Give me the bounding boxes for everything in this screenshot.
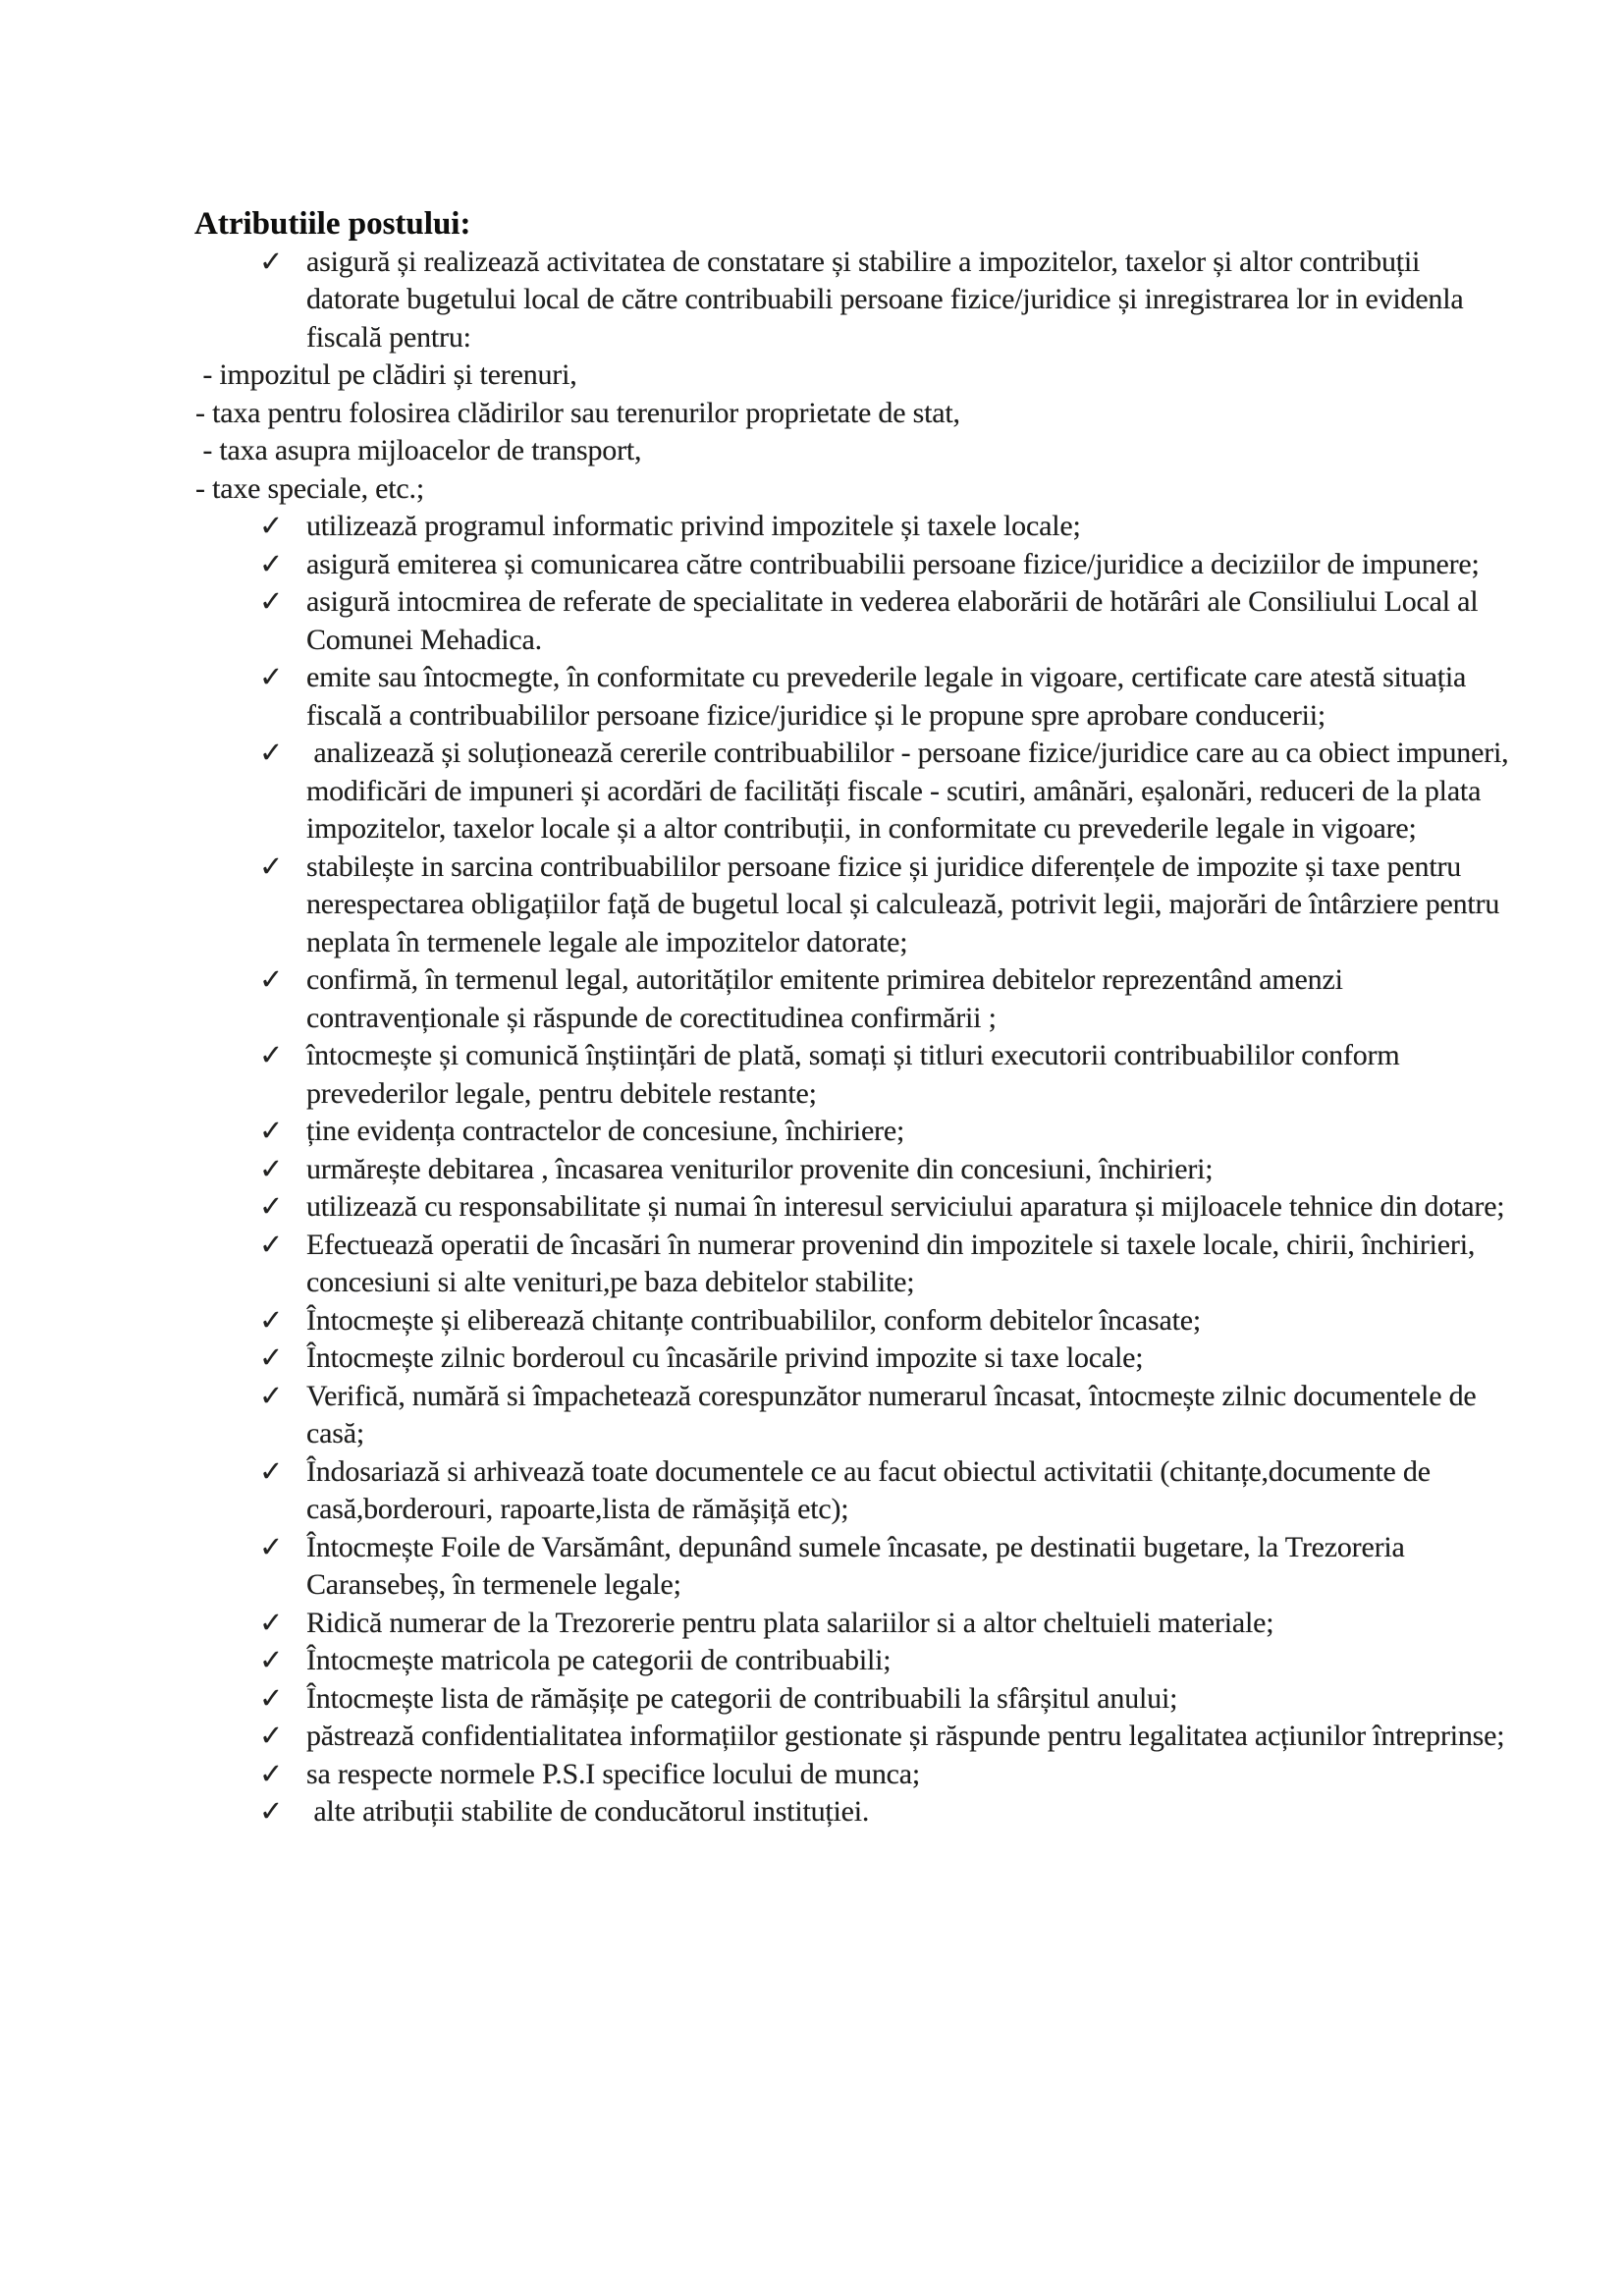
duty-item	[258, 1339, 1509, 1378]
checkmark-icon: ✓	[259, 511, 284, 542]
checkmark-icon: ✓	[259, 964, 284, 996]
duty-text: asigură și realizează activitatea de constatare și stabilire a impozitelor, taxelor și altor contribuții datorate bugetului local de către contribuabili persoane fizice/juridice și inregistrarea lor in evidenla fiscală pentru:	[306, 245, 1471, 354]
checkmark-icon: ✓	[259, 1758, 284, 1790]
checkmark-icon: ✓	[259, 1229, 284, 1261]
duty-text: confirmă, în termenul legal, autorităților emitente primirea debitelor reprezentând amenzi contravenționale și răspunde de corectitudinea confirmării ;	[306, 963, 1351, 1034]
checkmark-icon: ✓	[259, 662, 284, 693]
checkmark-icon: ✓	[259, 586, 284, 618]
checkmark-icon: ✓	[259, 1342, 284, 1374]
duty-text: Verifică, numără si împachetează corespunzător numerarul încasat, întocmește zilnic documentele de casă;	[306, 1379, 1484, 1449]
duty-text: analizează și soluționează cererile contribuabililor - persoane fizice/juridice care au ca obiect impuneri, modificări de impuneri și acordări de facilități fiscale - scutiri, amânări, eșalonări, reduceri de la plata impozitelor, taxelor locale și a altor contribuții, in conformitate cu prevederile legale in vigoare;	[306, 737, 1516, 845]
duty-text: Întocmește lista de rămășițe pe categorii de contribuabili la sfârșitul anului;	[306, 1681, 1178, 1715]
duty-text: Întocmește și eliberează chitanțe contribuabililor, conform debitelor încasate;	[306, 1303, 1201, 1337]
duty-item	[258, 1037, 1509, 1113]
duty-item	[258, 1756, 1509, 1794]
duty-item	[258, 1302, 1509, 1340]
duty-item	[258, 1605, 1509, 1643]
duty-text: păstrează confidentialitatea informațiilor gestionate și răspunde pentru legalitatea acțiunilor întreprinse;	[306, 1720, 1505, 1752]
duties-list	[0, 244, 1623, 1831]
duty-item	[258, 961, 1509, 1037]
checkmark-icon: ✓	[259, 1607, 284, 1639]
tax-subitem: - taxa asupra mijloacelor de transport,	[195, 434, 642, 466]
tax-subitem: - taxa pentru folosirea clădirilor sau terenurilor proprietate de stat,	[195, 396, 960, 429]
checkmark-icon: ✓	[259, 1796, 284, 1828]
duty-text: utilizează programul informatic privind impozitele și taxele locale;	[306, 510, 1081, 542]
checkmark-icon: ✓	[259, 1040, 284, 1071]
duty-item	[258, 1718, 1509, 1756]
duty-text: Întocmește Foile de Varsământ, depunând sumele încasate, pe destinatii bugetare, la Trezoreria Caransebeș, în termenele legale;	[306, 1530, 1412, 1601]
tax-subitem: - taxe speciale, etc.;	[195, 471, 424, 505]
duty-item	[258, 1113, 1509, 1151]
checkmark-icon: ✓	[259, 1380, 284, 1412]
duty-text: sa respecte normele P.S.I specifice locului de munca;	[306, 1757, 921, 1790]
checkmark-icon: ✓	[259, 1645, 284, 1676]
duty-item	[258, 848, 1509, 962]
duty-item	[258, 1188, 1509, 1227]
checkmark-icon: ✓	[259, 1116, 284, 1147]
duty-text: Îndosariază si arhivează toate documentele ce au facut obiectul activitatii (chitanțe,documente de casă,borderouri, rapoarte,lista de rămășiță etc);	[306, 1454, 1438, 1525]
checkmark-icon: ✓	[259, 1531, 284, 1563]
checkmark-icon: ✓	[259, 850, 284, 883]
checkmark-icon: ✓	[259, 1682, 284, 1715]
checkmark-icon: ✓	[259, 1455, 284, 1488]
duty-text: Ridică numerar de la Trezorerie pentru plata salariilor si a altor cheltuieli materiale;	[306, 1606, 1274, 1639]
page-title: Atributiile postului:	[194, 206, 471, 242]
checkmark-icon: ✓	[259, 1304, 284, 1337]
tax-subitem: - impozitul pe clădiri și terenuri,	[195, 358, 577, 391]
duty-item	[258, 1680, 1509, 1719]
duty-text: utilizează cu responsabilitate și numai în interesul serviciului aparatura și mijloacele tehnice din dotare;	[306, 1190, 1505, 1223]
duty-item	[258, 659, 1509, 735]
duty-item	[258, 1529, 1509, 1605]
duty-text: ține evidența contractelor de concesiune, închiriere;	[306, 1115, 905, 1147]
duty-item	[258, 1151, 1509, 1189]
duty-item	[258, 1453, 1509, 1529]
duty-item	[258, 583, 1509, 659]
duty-text: Întocmește zilnic borderoul cu încasările privind impozite si taxe locale;	[306, 1341, 1144, 1374]
checkmark-icon: ✓	[259, 1721, 284, 1752]
checkmark-icon: ✓	[259, 246, 284, 278]
document-content	[0, 205, 1623, 1831]
duty-item	[258, 1378, 1509, 1453]
duty-item	[258, 1642, 1509, 1680]
duty-item	[258, 735, 1516, 848]
checkmark-icon: ✓	[259, 738, 284, 769]
checkmark-icon: ✓	[259, 1153, 284, 1185]
duty-item	[258, 244, 1509, 357]
duty-item	[258, 546, 1509, 584]
duty-item	[258, 1227, 1509, 1302]
duty-text: emite sau întocmegte, în conformitate cu prevederile legale in vigoare, certificate care atestă situația fiscală a contribuabililor persoane fizice/juridice și le propune spre aprobare conducerii;	[306, 661, 1474, 732]
duty-text: stabilește in sarcina contribuabililor persoane fizice și juridice diferențele de impozite și taxe pentru nerespectarea obligațiilor față de bugetul local și calculează, potrivit legii, majorări de întârziere pentru neplata în termenele legale ale impozitelor datorate;	[306, 849, 1507, 958]
duty-text: întocmește și comunică înștiințări de plată, somați și titluri executorii contribuabililor conform prevederilor legale, pentru debitele restante;	[306, 1039, 1407, 1110]
duty-text: Întocmește matricola pe categorii de contribuabili;	[306, 1644, 892, 1676]
duty-text: Efectuează operatii de încasări în numerar provenind din impozitele si taxele locale, chirii, închirieri, concesiuni si alte venituri,pe baza debitelor stabilite;	[306, 1228, 1483, 1298]
duty-text: asigură intocmirea de referate de specialitate in vederea elaborării de hotărâri ale Consiliului Local al Comunei Mehadica.	[306, 585, 1486, 656]
duty-item	[258, 508, 1509, 546]
duty-item	[258, 1793, 1509, 1831]
duty-text: asigură emiterea și comunicarea către contribuabilii persoane fizice/juridice a deciziilor de impunere;	[306, 547, 1480, 580]
checkmark-icon: ✓	[259, 1191, 284, 1223]
checkmark-icon: ✓	[259, 548, 284, 580]
duty-text: urmărește debitarea , încasarea veniturilor provenite din concesiuni, închirieri;	[306, 1152, 1214, 1185]
duty-text: alte atribuții stabilite de conducătorul instituției.	[306, 1795, 870, 1828]
